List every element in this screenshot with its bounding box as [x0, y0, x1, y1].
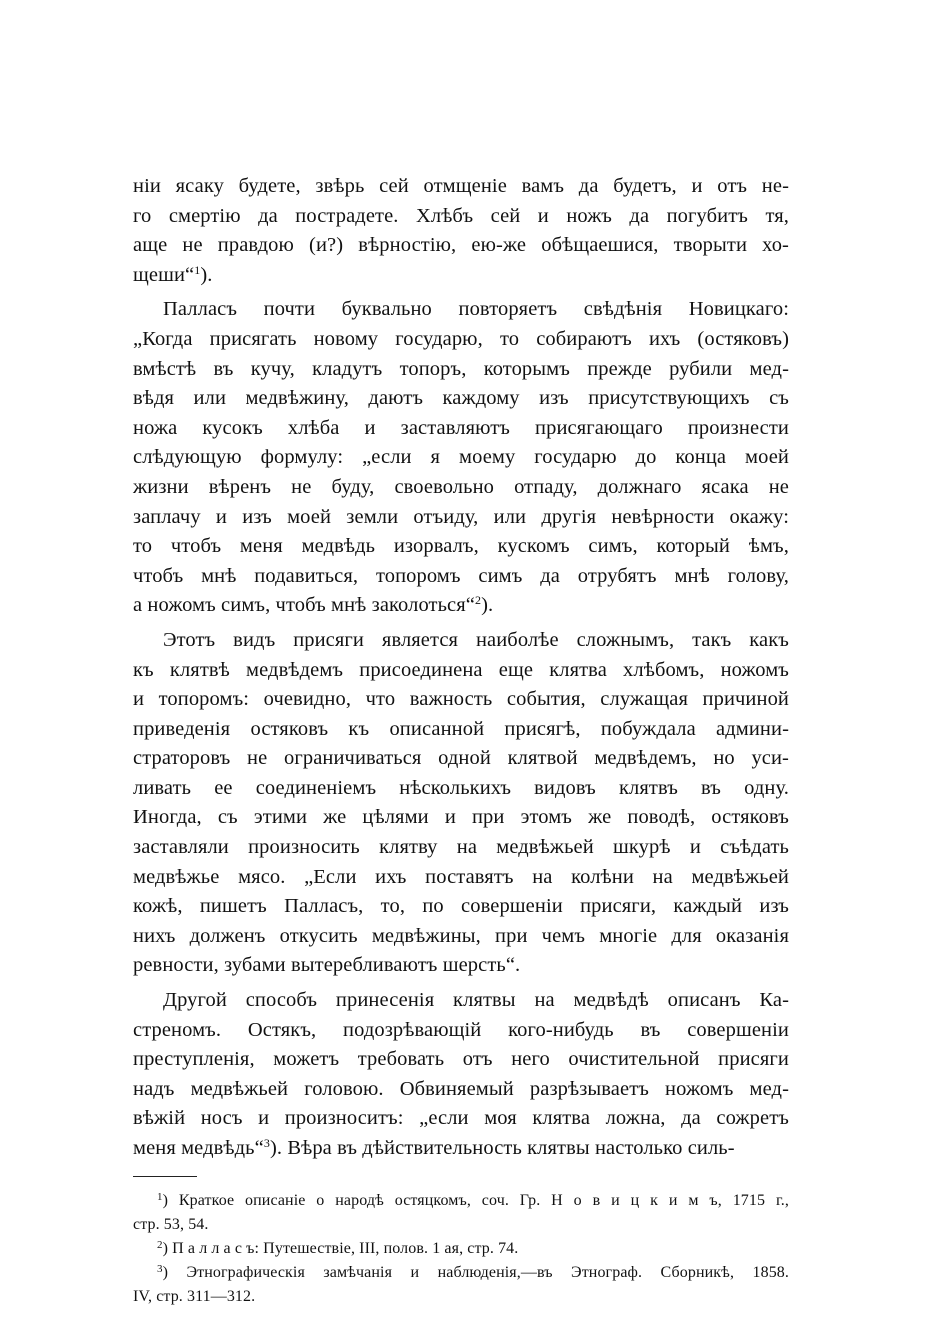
text-line	[133, 1045, 789, 1075]
text-line	[133, 562, 789, 592]
text-line	[133, 922, 789, 952]
line-text: вмѣстѣ въ кучу, кладутъ топоръ, которымъ прежде рубили мед-	[133, 357, 789, 380]
line-text: вѣжій носъ и произноситъ: „если моя клятва ложна, да сожретъ	[133, 1107, 789, 1130]
footnote-text: стр. 53, 54.	[133, 1215, 209, 1233]
body-text	[133, 172, 789, 1164]
text-line	[133, 1075, 789, 1105]
line-text: Другой способъ принесенія клятвы на медвѣдѣ описанъ Ка-	[163, 989, 789, 1012]
text-line	[133, 986, 789, 1016]
text-line	[133, 503, 789, 533]
paragraph	[133, 626, 789, 981]
line-text: ливать ее соединеніемъ нѣсколькихъ видовъ клятвъ въ одну.	[133, 776, 789, 799]
text-line	[133, 261, 789, 291]
text-line	[133, 414, 789, 444]
text-line	[133, 803, 789, 833]
line-text: чтобъ мнѣ подавиться, топоромъ симъ да отрубятъ мнѣ голову,	[133, 564, 789, 587]
line-text: нихъ долженъ откусить медвѣжины, при чемъ многіе для оказанія	[133, 924, 789, 947]
text-line	[133, 863, 789, 893]
paragraph	[133, 172, 789, 290]
text-line	[133, 202, 789, 232]
footnote-text: ) Краткое описаніе о народѣ остяцкомъ, соч. Гр. Н о в и ц к и м ъ, 1715 г.,	[162, 1191, 789, 1209]
footnote	[133, 1237, 789, 1261]
text-line	[133, 231, 789, 261]
footnote-reference: 3	[263, 1136, 270, 1150]
line-text: преступленія, можетъ требовать отъ него очистительной присяги	[133, 1048, 789, 1071]
line-text: вѣдя или медвѣжину, даютъ каждому изъ присутствующихъ съ	[133, 387, 789, 410]
line-text: аще не правдою (и?) вѣрностію, ею-же обѣщаешися, творыти хо-	[133, 234, 789, 257]
line-text: „Когда присягать новому государю, то собираютъ ихъ (остяковъ)	[133, 327, 789, 350]
line-text: и топоромъ: очевидно, что важность события, служащая причиной	[133, 688, 789, 711]
footnote-line	[133, 1285, 789, 1309]
footnote	[133, 1189, 789, 1237]
line-text: щеши“	[133, 263, 195, 286]
line-text: жизни вѣренъ не буду, своевольно отпаду, должнаго ясака не	[133, 475, 789, 498]
line-text: заплачу и изъ моей земли отъиду, или другія невѣрности окажу:	[133, 505, 789, 528]
line-text: медвѣжье мясо. „Если ихъ поставятъ на колѣни на медвѣжьей	[133, 865, 789, 888]
line-text: го смертію да пострадете. Хлѣбъ сей и ножъ да погубитъ тя,	[133, 204, 789, 227]
footnote-line	[133, 1237, 789, 1261]
line-text: а ножомъ симъ, чтобъ мнѣ заколоться“	[133, 594, 475, 617]
footnotes	[133, 1189, 789, 1309]
footnote-reference: 2	[474, 593, 482, 608]
text-line	[133, 355, 789, 385]
text-line	[133, 685, 789, 715]
text-line	[133, 295, 789, 325]
page	[133, 172, 789, 1309]
text-line	[133, 892, 789, 922]
line-text: ніи ясаку будете, звѣрь сей отмщеніе вамъ да будетъ, и отъ не-	[133, 175, 789, 197]
footnote-mark: 1	[157, 1190, 163, 1203]
text-line	[133, 715, 789, 745]
footnote-rule	[133, 1176, 197, 1177]
line-text: меня медвѣдь“	[133, 1137, 264, 1159]
paragraph	[133, 295, 789, 621]
line-text-continued: ).	[200, 263, 213, 286]
footnote-line	[133, 1261, 789, 1285]
line-text: то чтобъ меня медвѣдь изорвалъ, кускомъ симъ, который ѣмъ,	[133, 535, 789, 558]
line-text: стреномъ. Остякъ, подозрѣвающій кого-нибудь въ совершеніи	[133, 1018, 789, 1041]
paragraph	[133, 986, 789, 1164]
line-text: Иногда, съ этими же цѣлями и при этомъ же поводѣ, остяковъ	[133, 806, 789, 829]
line-text: надъ медвѣжьей головою. Обвиняемый разрѣзываетъ ножомъ мед-	[133, 1077, 789, 1100]
line-text: Этотъ видъ присяги является наиболѣе сложнымъ, такъ какъ	[163, 628, 789, 651]
text-line	[133, 532, 789, 562]
footnote	[133, 1261, 789, 1309]
text-line	[133, 384, 789, 414]
text-line	[133, 591, 789, 621]
text-line	[133, 1134, 789, 1164]
footnote-line	[133, 1189, 789, 1213]
line-text: Палласъ почти буквально повторяетъ свѣдѣнія Новицкаго:	[163, 298, 789, 321]
line-text: заставляли произносить клятву на медвѣжьей шкурѣ и съѣдать	[133, 836, 789, 859]
text-line	[133, 473, 789, 503]
line-text: страторовъ не ограничиваться одной клятвой медвѣдемъ, но уси-	[133, 747, 789, 770]
footnote-text: IV, стр. 311—312.	[133, 1287, 256, 1305]
line-text: приведенія остяковъ къ описанной присягѣ, побуждала админи-	[133, 717, 789, 740]
footnote-line	[133, 1213, 789, 1237]
footnote-mark: 3	[157, 1262, 163, 1275]
line-text: ножа кусокъ хлѣба и заставляютъ присягающаго произнести	[133, 416, 789, 439]
line-text: ревности, зубами вытеребливаютъ шерсть“.	[133, 954, 521, 977]
text-line	[133, 443, 789, 473]
text-line	[133, 774, 789, 804]
text-line	[133, 951, 789, 981]
line-text: къ клятвѣ медвѣдемъ присоединена еще клятва хлѣбомъ, ножомъ	[133, 658, 789, 681]
text-line	[133, 325, 789, 355]
text-line	[133, 833, 789, 863]
footnote-reference: 1	[194, 262, 201, 277]
text-line	[133, 626, 789, 656]
text-line	[133, 744, 789, 774]
text-line	[133, 656, 789, 686]
footnote-mark: 2	[157, 1238, 163, 1251]
footnote-text: ) П а л л а с ъ: Путешествіе, III, полов. 1 ая, стр. 74.	[162, 1239, 519, 1257]
text-line	[133, 1016, 789, 1046]
line-text-continued: ). Вѣра въ дѣйствительность клятвы настолько силь-	[269, 1137, 735, 1159]
line-text: кожѣ, пишетъ Палласъ, то, по совершеніи присяги, каждый изъ	[133, 895, 789, 918]
text-line	[133, 172, 789, 202]
footnote-text: ) Этнографическія замѣчанія и наблюденія,—въ Этнограф. Сборникѣ, 1858.	[162, 1263, 789, 1281]
line-text-continued: ).	[481, 594, 494, 617]
text-line	[133, 1104, 789, 1134]
line-text: слѣдующую формулу: „если я моему государю до конца моей	[133, 446, 789, 469]
